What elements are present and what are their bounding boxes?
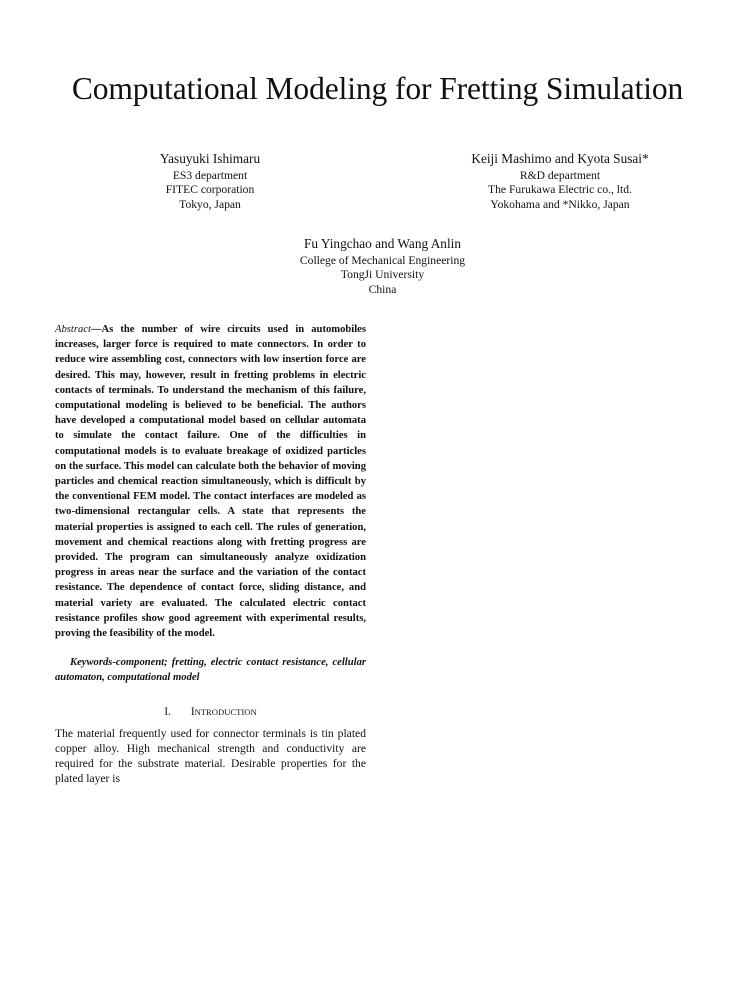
author-name: Yasuyuki Ishimaru (159, 151, 261, 166)
author-affiliation-line: Tokyo, Japan (179, 197, 241, 211)
abstract-text: As the number of wire circuits used in automobiles increases, larger force is required to mate connectors. In order to reduce wire assembling cost, connectors with low insertion force are desired. This may, however, result in fretting problems in electric contacts of terminals. To understand the mechanism of this failure, computational modeling is believed to be beneficial. The authors have developed a computational model based on cellular automata to simulate the contact failure. One of the difficulties in computational models is to evaluate breakage of oxidized particles on the surface. This model can calculate both the behavior of moving particles and chemical reaction simultaneously, which is difficult by the conventional FEM model. The contact interfaces are modeled as two-dimensional rectangular cells. A state that represents the material properties is assigned to each cell. The rules of generation, movement and chemical reactions along with fretting progress are provided. The program can simultaneously analyze oxidization progress in areas near the surface and the variation of the contact resistance. The dependence of contact force, sliding distance, and material variety are evaluated. The calculated electric contact resistance profiles show good agreement with experimental results, proving the feasibility of the model. (55, 324, 366, 640)
author-name: Fu Yingchao and Wang Anlin (303, 236, 461, 251)
author-affiliation-line: FITEC corporation (165, 183, 255, 197)
abstract (55, 322, 366, 641)
paper-title: Computational Modeling for Fretting Simulation (71, 71, 684, 106)
author-affiliation-line: ES3 department (172, 169, 248, 182)
keywords: Keywords-component; fretting, electric contact resistance, cellular automaton, computational model (55, 657, 366, 684)
author-affiliation-line: China (368, 282, 397, 296)
section-heading-introduction (55, 704, 366, 720)
section-title-initial: I (190, 705, 195, 718)
left-column (55, 322, 366, 786)
author-block-1 (110, 150, 310, 212)
author-affiliation-line: TongJi University (340, 268, 425, 282)
author-affiliation-line: College of Mechanical Engineering (299, 254, 466, 267)
author-name: Keiji Mashimo and Kyota Susai* (471, 151, 649, 166)
abstract-label: Abstract (55, 324, 91, 335)
abstract-dash: — (90, 324, 102, 335)
author-block-3 (270, 235, 495, 297)
author-block-2 (440, 150, 680, 212)
section-number: I. (164, 705, 171, 718)
author-affiliation-line: R&D department (519, 169, 601, 182)
author-affiliation-line: Yokohama and *Nikko, Japan (490, 197, 630, 211)
section-title-rest: NTRODUCTION (194, 706, 257, 717)
introduction-paragraph: The material frequently used for connector terminals is tin plated copper alloy. High mechanical strength and conductivity are required for the substrate material. Desirable properties for the plated layer is (55, 726, 366, 786)
author-affiliation-line: The Furukawa Electric co., ltd. (488, 183, 632, 197)
